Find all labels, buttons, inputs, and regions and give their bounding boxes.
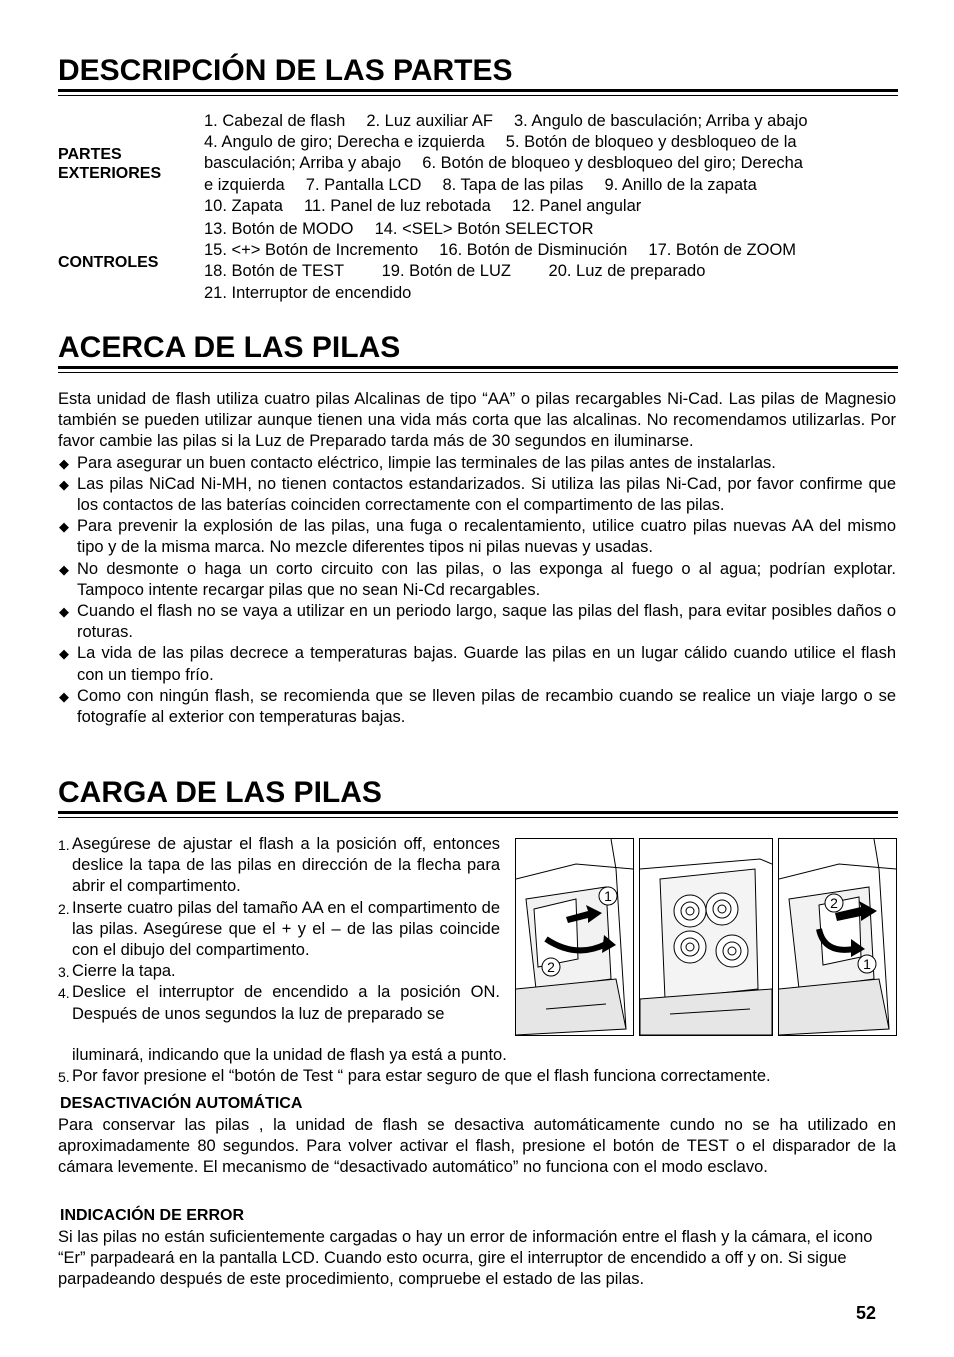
section-title-carga: CARGA DE LAS PILAS [58,776,382,809]
diamond-bullet-icon: ◆ [59,604,69,620]
figure-callout-label: 1 [604,888,612,904]
parts-line: e izquierda 7. Pantalla LCD 8. Tapa de las pilas 9. Anillo de la zapata [204,175,757,194]
exteriores-list [204,111,904,217]
figure-callout-label: 2 [830,895,838,911]
controls-line: 18. Botón de TEST 19. Botón de LUZ 20. Luz de preparado [204,262,706,281]
step-text: Cierre la tapa. [72,962,176,981]
bullet-item [58,516,896,558]
step-text: Deslice el interruptor de encendido a la posición ON. Después de unos segundos la luz de preparado se [72,983,500,1023]
step-number: 2. [58,900,70,917]
step-item [58,961,500,982]
diamond-bullet-icon: ◆ [59,561,69,577]
title-rule [58,89,898,96]
figure-insert-batteries [639,838,773,1036]
desactivacion-title: DESACTIVACIÓN AUTOMÁTICA [60,1095,303,1112]
bullet-text: Cuando el flash no se vaya a utilizar en un periodo largo, saque las pilas del flash, para evitar posibles daños o roturas. [77,602,896,642]
step-text: Inserte cuatro pilas del tamaño AA en el compartimento de las pilas. Asegúrese que el + y el – de las pilas coincide con el dibujo del compartimento. [72,898,500,960]
title-rule [58,811,898,818]
desactivacion-text: Para conservar las pilas , la unidad de flash se desactiva automáticamente cundo no se ha utilizado en aproximadamente 80 segundos. Para volver activar el flash, presione el botón de TEST o el disparador de la cámara levemente. El mecanismo de “desactivado automático” no funciona con el modo esclavo. [58,1116,896,1177]
step-text: iluminará, indicando que la unidad de flash ya está a punto. [72,1046,507,1064]
section-title-partes: DESCRIPCIÓN DE LAS PARTES [58,54,513,87]
parts-line: 10. Zapata 11. Panel de luz rebotada 12. Panel angular [204,196,642,215]
controles-label: CONTROLES [58,254,159,271]
bullet-text: Las pilas NiCad Ni-MH, no tienen contactos estandarizados. Si utiliza las pilas Ni-Cad, por favor confirme que los contactos de las baterías coinciden correctamente con el compartimento de las pilas. [77,474,896,515]
parts-line: 4. Angulo de giro; Derecha e izquierda 5. Botón de bloqueo y desbloqueo de la [204,133,797,152]
bullet-text: La vida de las pilas decrece a temperaturas bajas. Guarde las pilas en un lugar cálido cuando utilice el flash con un tiempo frío. [77,644,896,684]
diamond-bullet-icon: ◆ [59,519,69,535]
diamond-bullet-icon: ◆ [59,455,69,471]
acerca-intro: Esta unidad de flash utiliza cuatro pilas Alcalinas de tipo “AA” o pilas recargables Ni-Cad. Las pilas de Magnesio también se pueden utilizar aunque tienen una vida más corta que las alcalinas. No recomendamos utilizarlas. Por favor cambie las pilas si la Luz de Preparado tarda más de 30 segundos en iluminarse. [58,390,896,451]
bullet-text: Para asegurar un buen contacto eléctrico, limpie las terminales de las pilas antes de instalarlas. [77,453,776,472]
step-item [58,834,500,898]
bullet-text: Como con ningún flash, se recomienda que se lleven pilas de recambio cuando se realice un viaje largo o se fotografíe al exterior con temperaturas bajas. [77,686,896,727]
step-number: 5. [58,1069,70,1086]
exteriores-label [58,145,161,183]
bullet-text: Para prevenir la explosión de las pilas, una fuga o recalentamiento, utilice cuatro pilas nuevas AA del mismo tipo y de la misma marca. No mezcle diferentes tipos ni pilas nuevas y usadas. [77,517,896,557]
controles-list [204,219,904,304]
figure-callout-label: 2 [547,959,555,975]
controls-line: 13. Botón de MODO 14. <SEL> Botón SELECTOR [204,220,594,238]
bullet-item [58,474,896,516]
step-number: 3. [58,964,70,981]
diamond-bullet-icon: ◆ [59,646,69,662]
flash-batteries-illustration [640,839,772,1035]
figure-open-cover [515,838,634,1036]
bullet-item [58,643,896,685]
bullet-item [58,453,896,474]
exteriores-label-line: EXTERIORES [58,165,162,182]
step-number: 1. [58,837,70,853]
figure-close-cover [778,838,897,1036]
controls-line: 21. Interruptor de encendido [204,283,412,302]
step-item [58,898,500,962]
controls-line: 15. <+> Botón de Incremento 16. Botón de Disminución 17. Botón de ZOOM [204,241,797,260]
step-text: Por favor presione el “botón de Test “ para estar seguro de que el flash funciona correctamente. [72,1067,771,1086]
step-text: Asegúrese de ajustar el flash a la posición off, entonces deslice la tapa de las pilas en dirección de la flecha para abrir el compartimento. [72,835,500,896]
flash-close-cover-illustration [779,839,896,1035]
carga-steps-cont [58,1045,898,1087]
step-number: 4. [58,985,70,1002]
step-item [58,982,500,1024]
title-rule [58,366,898,373]
bullet-item [58,686,896,728]
step-item [58,1045,898,1066]
bullet-item [58,559,896,601]
error-title: INDICACIÓN DE ERROR [60,1207,245,1224]
exteriores-label-line: PARTES [58,146,122,163]
carga-steps [58,834,500,1025]
flash-open-cover-illustration [516,839,633,1035]
step-item [58,1066,898,1087]
parts-line: basculación; Arriba y abajo 6. Botón de bloqueo y desbloqueo del giro; Derecha [204,154,803,173]
parts-line: 1. Cabezal de flash 2. Luz auxiliar AF 3. Angulo de basculación; Arriba y abajo [204,112,808,130]
bullet-text: No desmonte o haga un corto circuito con las pilas, o las exponga al fuego o al agua; podrían explotar. Tampoco intente recargar pilas que no sean Ni-Cd recargables. [77,559,896,599]
section-title-acerca: ACERCA DE LAS PILAS [58,331,401,364]
diamond-bullet-icon: ◆ [59,476,69,492]
error-text: Si las pilas no están suficientemente cargadas o hay un error de información entre el flash y la cámara, el icono “Er” parpadeará en la pantalla LCD. Cuando esto ocurra, gire el interruptor de encendido a off y on. Si sigue parpadeando después de este procedimiento, compruebe el estado de las pilas. [58,1228,873,1289]
diamond-bullet-icon: ◆ [59,688,69,704]
page-number: 52 [856,1303,877,1323]
bullet-item [58,601,896,643]
acerca-body [58,389,896,728]
figure-callout-label: 1 [863,956,871,972]
